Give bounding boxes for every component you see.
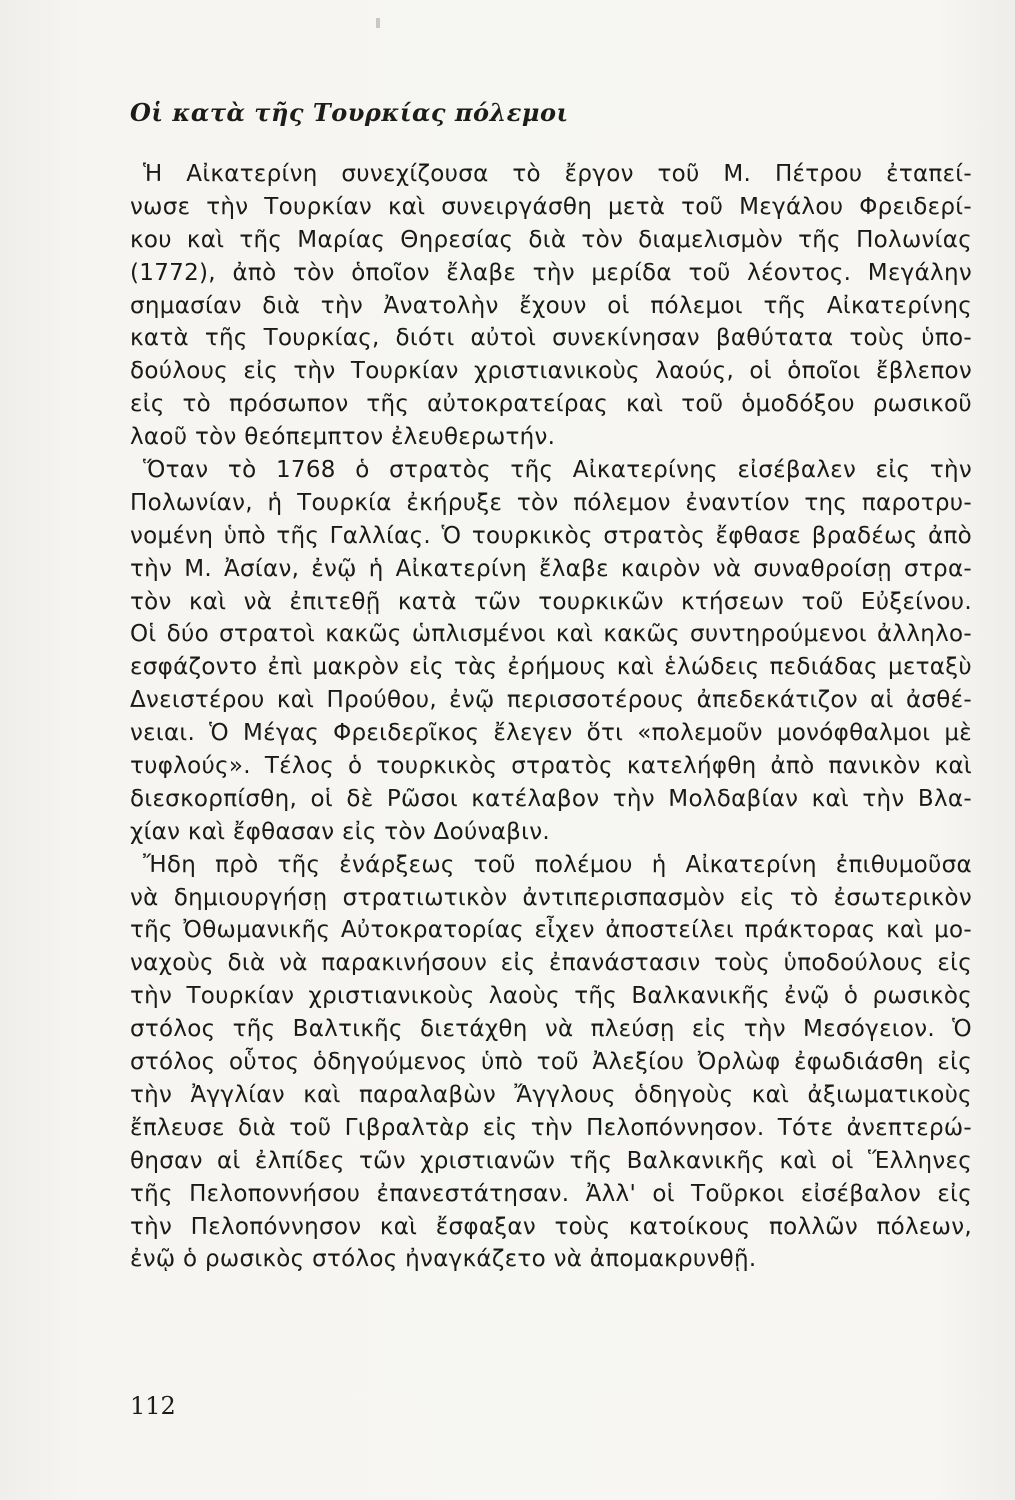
text-line: Ἡ Αἰκατερίνη συνεχίζουσα τὸ ἔργον τοῦ Μ. Πέτρου ἐταπεί- xyxy=(143,161,972,187)
text-line: δούλους εἰς τὴν Τουρκίαν χριστιανικοὺς λαούς, οἱ ὁποῖοι ἔβλεπον xyxy=(130,358,972,385)
text-line: ναχοὺς διὰ νὰ παρακινήσουν εἰς ἐπανάστασιν τοὺς ὑποδούλους εἰς xyxy=(130,950,972,977)
text-line: τὴν Τουρκίαν χριστιανικοὺς λαοὺς τῆς Βαλκανικῆς ἐνῷ ὁ ρωσικὸς xyxy=(130,983,972,1010)
text-line: εἰς τὸ πρόσωπον τῆς αὐτοκρατείρας καὶ τοῦ ὁμοδόξου ρωσικοῦ xyxy=(130,391,972,418)
text-line: Ὅταν τὸ 1768 ὁ στρατὸς τῆς Αἰκατερίνης εἰσέβαλεν εἰς τὴν xyxy=(143,457,972,484)
text-line: νομένη ὑπὸ τῆς Γαλλίας. Ὁ τουρκικὸς στρατὸς ἔφθασε βραδέως ἀπὸ xyxy=(130,522,972,549)
text-line: θησαν αἱ ἐλπίδες τῶν χριστιανῶν τῆς Βαλκανικῆς καὶ οἱ Ἕλληνες xyxy=(130,1147,972,1174)
text-line: κου καὶ τῆς Μαρίας Θηρεσίας διὰ τὸν διαμελισμὸν τῆς Πολωνίας xyxy=(130,226,972,253)
text-line: τὴν Ἀγγλίαν καὶ παραλαβὼν Ἄγγλους ὁδηγοὺς καὶ ἀξιωματικοὺς xyxy=(130,1081,972,1108)
text-line: σημασίαν διὰ τὴν Ἀνατολὴν ἔχουν οἱ πόλεμοι τῆς Αἰκατερίνης xyxy=(130,292,972,319)
text-line: Οἱ δύο στρατοὶ κακῶς ὡπλισμένοι καὶ κακῶς συντηρούμενοι ἀλληλο- xyxy=(130,621,972,648)
section-heading: Οἱ κατὰ τῆς Τουρκίας πόλεμοι xyxy=(130,98,569,127)
text-line: Πολωνίαν, ἡ Τουρκία ἐκήρυξε τὸν πόλεμον ἐναντίον της παροτρυ- xyxy=(130,489,972,516)
text-line: νειαι. Ὁ Μέγας Φρειδερῖκος ἔλεγεν ὅτι «πολεμοῦν μονόφθαλμοι μὲ xyxy=(130,720,972,747)
text-line: τῆς Ὀθωμανικῆς Αὐτοκρατορίας εἶχεν ἀποστείλει πράκτορας καὶ μο- xyxy=(130,917,972,944)
text-line: εσφάζοντο ἐπὶ μακρὸν εἰς τὰς ἐρήμους καὶ ἑλώδεις πεδιάδας μεταξὺ xyxy=(130,654,972,681)
text-line: στόλος οὗτος ὁδηγούμενος ὑπὸ τοῦ Ἀλεξίου Ὀρλὼφ ἐφωδιάσθη εἰς xyxy=(130,1049,972,1076)
text-line: Δνειστέρου καὶ Προύθου, ἐνῷ περισσοτέρους ἀπεδεκάτιζον αἱ ἀσθέ- xyxy=(130,687,972,714)
text-line: τῆς Πελοποννήσου ἐπανεστάτησαν. Ἀλλ' οἱ Τοῦρκοι εἰσέβαλον εἰς xyxy=(130,1180,972,1207)
text-line: (1772), ἀπὸ τὸν ὁποῖον ἔλαβε τὴν μερίδα τοῦ λέοντος. Μεγάλην xyxy=(130,259,972,286)
text-line: τὸν καὶ νὰ ἐπιτεθῇ κατὰ τῶν τουρκικῶν κτήσεων τοῦ Εὐξείνου. xyxy=(130,588,972,615)
text-line: χίαν καὶ ἔφθασαν εἰς τὸν Δούναβιν. xyxy=(130,818,550,845)
text-line: στόλος τῆς Βαλτικῆς διετάχθη νὰ πλεύσῃ εἰς τὴν Μεσόγειον. Ὁ xyxy=(130,1016,972,1043)
text-line: νωσε τὴν Τουρκίαν καὶ συνειργάσθη μετὰ τοῦ Μεγάλου Φρειδερί- xyxy=(130,193,972,220)
text-line: διεσκορπίσθη, οἱ δὲ Ρῶσοι κατέλαβον τὴν Μολδαβίαν καὶ τὴν Βλα- xyxy=(130,785,972,812)
page-number: 112 xyxy=(130,1392,176,1420)
text-line: νὰ δημιουργήσῃ στρατιωτικὸν ἀντιπερισπασμὸν εἰς τὸ ἐσωτερικὸν xyxy=(130,884,972,911)
text-line: λαοῦ τὸν θεόπεμπτον ἐλευθερωτήν. xyxy=(130,424,556,451)
text-line: κατὰ τῆς Τουρκίας, διότι αὐτοὶ συνεκίνησαν βαθύτατα τοὺς ὑπο- xyxy=(130,325,972,352)
body-text xyxy=(130,158,972,1276)
text-line: τὴν Πελοπόννησον καὶ ἔσφαξαν τοὺς κατοίκους πολλῶν πόλεων, xyxy=(130,1213,972,1240)
text-line: τὴν Μ. Ἀσίαν, ἐνῷ ἡ Αἰκατερίνη ἔλαβε καιρὸν νὰ συναθροίσῃ στρα- xyxy=(130,555,972,582)
print-mark xyxy=(376,18,380,28)
text-line: ἐνῷ ὁ ρωσικὸς στόλος ἠναγκάζετο νὰ ἀπομακρυνθῇ. xyxy=(130,1246,757,1273)
text-line: τυφλούς». Τέλος ὁ τουρκικὸς στρατὸς κατελήφθη ἀπὸ πανικὸν καὶ xyxy=(130,753,972,780)
text-line: Ἤδη πρὸ τῆς ἐνάρξεως τοῦ πολέμου ἡ Αἰκατερίνη ἐπιθυμοῦσα xyxy=(143,851,972,878)
text-line: ἔπλευσε διὰ τοῦ Γιβραλτὰρ εἰς τὴν Πελοπόννησον. Τότε ἀνεπτερώ- xyxy=(130,1114,972,1141)
